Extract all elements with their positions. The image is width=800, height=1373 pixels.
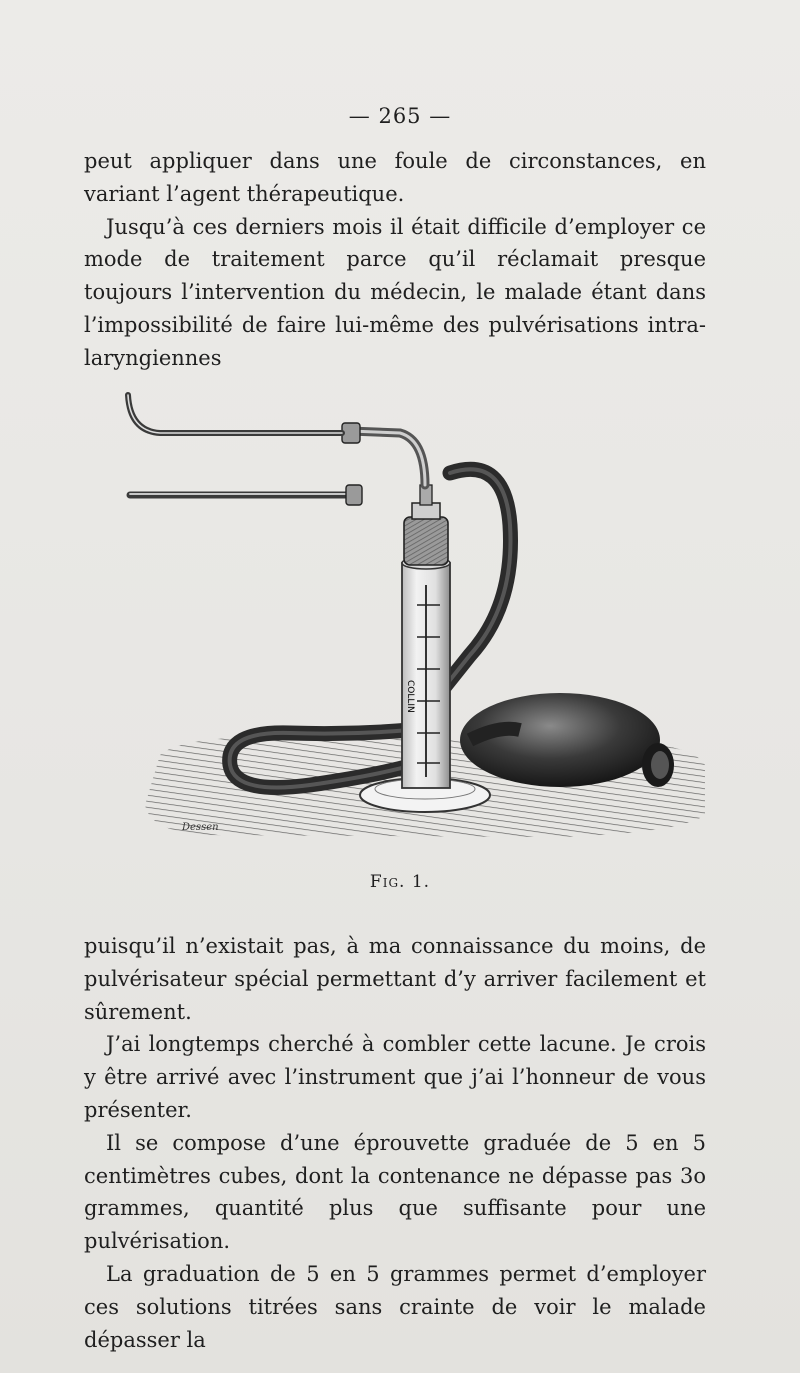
- engraver-signature: Dessen: [182, 822, 219, 833]
- paragraph: peut appliquer dans une foule de circonstances, en variant l’agent thérapeutique.: [84, 149, 706, 206]
- spray-tube-long: [350, 431, 425, 485]
- figure-caption: Fig. 1.: [369, 872, 431, 892]
- paragraph: J’ai longtemps cherché à combler cette lacune. Je crois y être arrivé avec l’instrument que j’ai l’honneur de vous présenter.: [84, 1032, 706, 1122]
- figure-pulverizer-engraving: [120, 385, 710, 855]
- text-block-bottom: [84, 930, 706, 1356]
- vial-label: COLLIN: [405, 680, 415, 713]
- page-number: — 265 —: [348, 104, 452, 128]
- nozzle-head: [404, 485, 448, 565]
- text-block-top: [84, 145, 706, 375]
- paragraph: Il se compose d’une éprouvette graduée de 5 en 5 centimètres cubes, dont la contenance ne dépasse pas 3o grammes, quantité plus que suffisante pour une pulvérisation.: [84, 1130, 706, 1254]
- graduated-cylinder: [402, 557, 450, 788]
- paragraph: Jusqu’à ces derniers mois il était difficile d’employer ce mode de traitement parce qu’il réclamait presque toujours l’intervention du médecin, le malade étant dans l’impossibilité de faire lui-même des pulvérisations intra-laryngiennes: [84, 214, 706, 370]
- paragraph: puisqu’il n’existait pas, à ma connaissance du moins, de pulvérisateur spécial permettant d’y arriver facilement et sûrement.: [84, 934, 706, 1024]
- paragraph: La graduation de 5 en 5 grammes permet d’employer ces solutions titrées sans crainte de voir le malade dépasser la: [84, 1261, 706, 1352]
- spray-tube-straight: [130, 485, 362, 505]
